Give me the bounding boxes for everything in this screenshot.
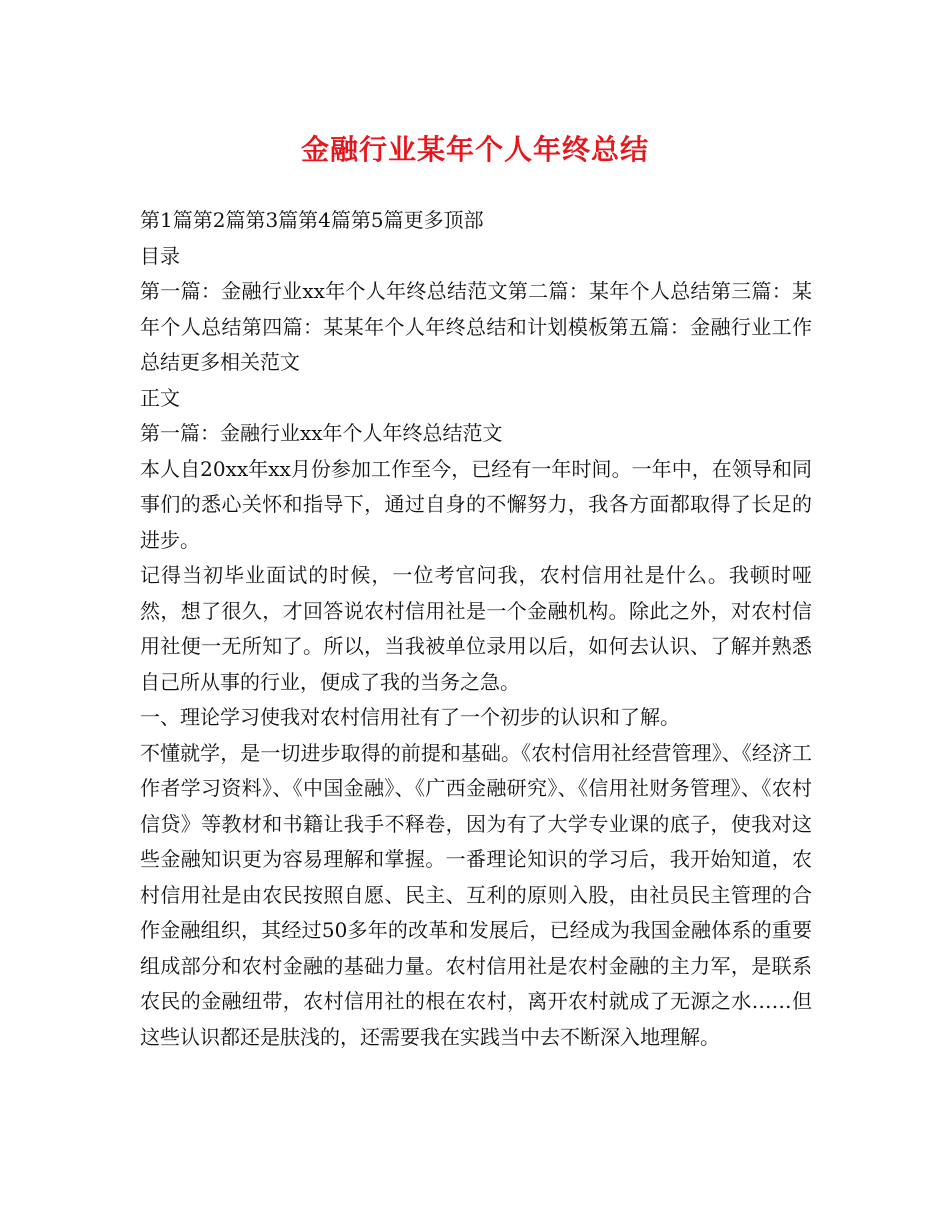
document-title: 金融行业某年个人年终总结 xyxy=(300,133,649,166)
toc-text: 第一篇：金融行业xx年个人年终总结范文第二篇：某年个人总结第三篇：某年个人总结第四篇：某某年个人年终总结和计划模板第五篇：金融行业工作总结更多相关范文 xyxy=(140,279,812,374)
paragraph: 记得当初毕业面试的时候，一位考官问我，农村信用社是什么。我顿时哑然，想了很久，才回答说农村信用社是一个金融机构。除此之外，对农村信用社便一无所知了。所以，当我被单位录用以后，如何去认识、了解并熟悉自己所从事的行业，便成了我的当务之急。 xyxy=(140,563,812,694)
document-body xyxy=(140,203,812,1055)
section-heading: 一、理论学习使我对农村信用社有了一个初步的认识和了解。 xyxy=(140,705,680,729)
paragraph: 本人自20xx年xx月份参加工作至今，已经有一年时间。一年中，在领导和同事们的悉心关怀和指导下，通过自身的不懈努力，我各方面都取得了长足的进步。 xyxy=(140,456,812,552)
toc-heading: 目录 xyxy=(140,243,180,268)
body-heading: 正文 xyxy=(140,385,180,410)
section-nav: 第1篇第2篇第3篇第4篇第5篇更多顶部 xyxy=(140,208,484,232)
article-heading: 第一篇：金融行业xx年个人年终总结范文 xyxy=(140,421,503,445)
paragraph: 不懂就学，是一切进步取得的前提和基础。《农村信用社经营管理》、《经济工作者学习资料》、《中国金融》、《广西金融研究》、《信用社财务管理》、《农村信贷》等教材和书籍让我手不释卷，因为有了大学专业课的底子，使我对这些金融知识更为容易理解和掌握。一番理论知识的学习后，我开始知道，农村信用社是由农民按照自愿、民主、互利的原则入股，由社员民主管理的合作金融组织，其经过50多年的改革和发展后，已经成为我国金融体系的重要组成部分和农村金融的基础力量。农村信用社是农村金融的主力军，是联系农民的金融纽带，农村信用社的根在农村，离开农村就成了无源之水……但这些认识都还是肤浅的，还需要我在实践当中去不断深入地理解。 xyxy=(140,740,812,1049)
